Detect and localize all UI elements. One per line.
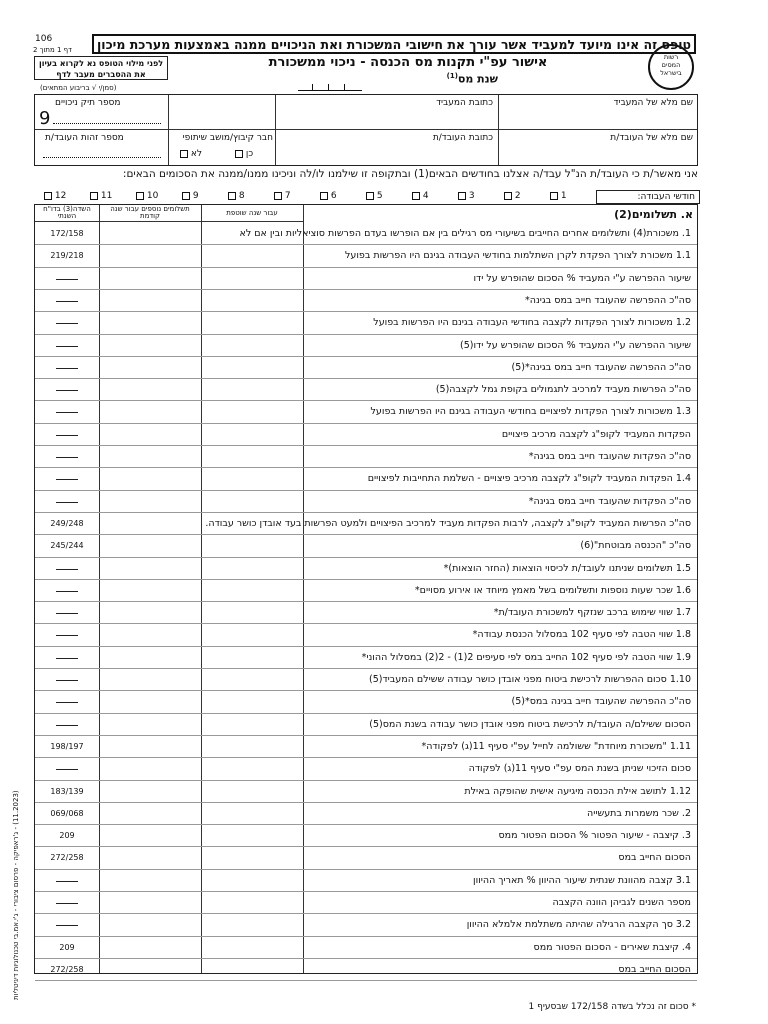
month-checkbox[interactable]	[274, 192, 282, 200]
field-code: 172/158	[50, 229, 84, 238]
table-col-3	[303, 205, 304, 973]
row-divider	[35, 623, 697, 624]
table-row-label: 1.1 משכורת לצורך הפקדת לקרן השתלמות בחודשי העבודה בגינם היו הפרשות בפועל	[344, 250, 691, 262]
row-divider	[35, 601, 697, 602]
row-divider	[35, 356, 697, 357]
employee-address-label: כתובת העובד/ת	[432, 133, 493, 143]
month-11[interactable]	[90, 191, 112, 201]
row-divider	[35, 668, 697, 669]
table-row-label: 1.12 לתושב אילת הכנסה מיגיעה אישית שהופקה באילת	[464, 785, 691, 797]
month-number: 1	[560, 191, 567, 201]
table-row-label: שיעור ההפרשה ע"י המעביד % הסכום שהופרש על ידו(5)	[460, 339, 691, 351]
field-dash	[56, 925, 78, 926]
month-checkbox[interactable]	[366, 192, 374, 200]
row-divider	[35, 334, 697, 335]
month-number: 4	[422, 191, 429, 201]
amount-current-input[interactable]	[203, 624, 301, 644]
banner: טופס זה אינו מיועד למעביד אשר עורך את חישובי המשכורת ואת הניכויים ממנה באמצעות מערכת מיכון	[92, 34, 696, 54]
table-row-label: 1.3 משכורות לצורך הפקדות לפיצויים בחודשי העבודה בגינם היו הפרשות בפועל	[370, 406, 691, 418]
field-dash	[56, 903, 78, 904]
amount-current-input[interactable]	[203, 870, 301, 890]
month-number: 5	[376, 191, 383, 201]
table-row-label: 2. שכר משמרות בתעשייה	[587, 807, 691, 819]
row-divider	[35, 846, 697, 847]
table-row-label: מספר השנים לגביהן הוונה הקצבה	[552, 897, 691, 908]
table-row-label: הסכום החייב במס	[618, 852, 691, 864]
field-dash	[56, 635, 78, 636]
amount-current-input[interactable]	[203, 691, 301, 711]
notice-box: לפני מילוי הטופס נא לקרוא בעיון את ההסברים מעבר לדף	[34, 56, 168, 80]
table-row-label: 1.4 הפקדות המעביד לקופ"ג לקצבה מרכיב פיצויים - השלמת התחייבות לפיצויים	[367, 473, 691, 485]
month-number: 12	[54, 191, 67, 201]
employee-name-label: שם מלא של העובד/ת	[610, 133, 693, 143]
table-row-label: סה"כ ההפרשה שהעובד חייב במס בגינה*(5)	[511, 361, 691, 373]
field-dash	[56, 725, 78, 726]
month-2[interactable]	[504, 191, 521, 201]
table-row-label: 1.6 שכר שעות נוספות ותשלומים בשל מאמץ מיוחד או אירוע מסויים*	[414, 584, 691, 596]
table-row-label: 1.7 שווי שימוש ברכב שנזקף למשכורת העובד/ת*	[493, 607, 691, 619]
amount-current-input[interactable]	[203, 758, 301, 778]
row-divider	[35, 423, 697, 424]
table-row-label: 1.9 שווי הטבה לפי סעיף 102 החייב במס לפי סעיפים 2(1) - 2(2) במסלול ההוני*	[361, 651, 691, 663]
field-code: 249/248	[50, 518, 84, 528]
amount-current-input[interactable]	[203, 602, 301, 622]
table-row-label: סה"כ "הכנסה מבוטחת"(6)	[580, 540, 691, 552]
table-row-label: סה"כ הפרשות המעביד לקופ"ג לקצבה, לרבות הפקדות מעביד למרכיב הפיצויים ולמעט הפרשות בעד אובדן כושר עבודה.	[205, 517, 691, 529]
table-row-label: הסכום ששילם/ה העובד/ת לרכישת ביטוח מפני אובדן כושר עבודה בשנת המס(5)	[369, 718, 691, 730]
row-divider	[35, 780, 697, 781]
row-divider	[35, 512, 697, 513]
month-5[interactable]	[366, 191, 383, 201]
month-checkbox[interactable]	[136, 192, 144, 200]
month-6[interactable]	[320, 191, 337, 201]
row-divider	[35, 579, 697, 580]
row-divider	[35, 311, 697, 312]
row-divider	[35, 980, 697, 981]
amount-current-input[interactable]	[203, 379, 301, 399]
field-dash	[56, 881, 78, 882]
field-code: 183/139	[50, 786, 84, 796]
month-3[interactable]	[458, 191, 475, 201]
table-row-label: סה"כ ההפרשה שהעובד חייב בגינה במס*(5)	[511, 696, 691, 708]
row-divider	[35, 958, 697, 959]
table-row-label: סה"כ הפקדות שהעובד חייב במס בגינה*	[528, 451, 691, 462]
tax-year-label: שנת מס	[457, 72, 498, 86]
amount-current-input[interactable]	[203, 892, 301, 912]
table-row-label: 3. קיצבה - שיעור הפטור % הסכום הפטור ממס	[498, 830, 691, 842]
section-a-title: א. תשלומים(2)	[614, 208, 693, 221]
table-row-label: 1.2 משכורות לצורך הפקדות לקצבה בחודשי העבודה בגינם היו הפרשות בפועל	[373, 317, 691, 329]
row-divider	[35, 467, 697, 468]
field-dash	[56, 346, 78, 347]
row-divider	[35, 557, 697, 558]
field-dash	[56, 323, 78, 324]
row-divider	[35, 378, 697, 379]
amount-current-input[interactable]	[203, 825, 301, 845]
details-col-1	[498, 95, 499, 165]
statement: אני מאשר/ת כי העובד/ת הנ"ל עבד/ה אצלנו בחודשים הבאים(1) ובתקופה זו שילמנו לו/לה וניכינו ממנו/ממנה את הסכומים הבאים:	[122, 168, 698, 180]
amount-current-input[interactable]	[203, 290, 301, 310]
field-dash	[56, 412, 78, 413]
logo-text: רשות המסים בישראל	[660, 53, 682, 77]
details-col-2	[275, 95, 276, 165]
month-7[interactable]	[274, 191, 291, 201]
row-divider	[35, 936, 697, 937]
amount-current-input[interactable]	[203, 424, 301, 444]
month-checkbox[interactable]	[412, 192, 420, 200]
table-row-label: 1. משכורת(4) ותשלומים אחרים החייבים בשיעורי מס רגילים בין אם הופרשו בעדם הפרשות סוציאליות ובין אם לא	[239, 228, 691, 239]
amount-current-input[interactable]	[203, 959, 301, 979]
amount-current-input[interactable]	[203, 580, 301, 600]
month-checkbox[interactable]	[90, 192, 98, 200]
field-dash	[56, 457, 78, 458]
month-1[interactable]	[550, 191, 567, 201]
amount-current-input[interactable]	[203, 781, 301, 801]
field-code: 272/258	[50, 853, 84, 863]
month-number: 11	[100, 191, 113, 201]
employer-file-field[interactable]	[53, 123, 161, 124]
row-divider	[35, 690, 697, 691]
side-text: (11.2023) - ג'ראפיקה - פרסום ציבורי - ג'י.אמ.בי טכנולוגיות דיגיטליות	[12, 790, 20, 1000]
row-divider	[35, 289, 697, 290]
logo-icon	[648, 44, 694, 90]
field-dash	[56, 279, 78, 280]
table-row-label: 1.11 "משכורת מיוחדת" ששולמה לחייל עפ"י סעיף 11(ג) לפקודה*	[421, 740, 691, 752]
month-checkbox[interactable]	[458, 192, 466, 200]
row-divider	[35, 802, 697, 803]
amount-current-input[interactable]	[203, 335, 301, 355]
month-number: 8	[238, 191, 245, 201]
details-divider	[35, 129, 697, 130]
row-divider	[35, 534, 697, 535]
amount-current-input[interactable]	[203, 245, 301, 265]
month-checkbox[interactable]	[182, 192, 190, 200]
field-code: 245/244	[50, 541, 84, 551]
month-12[interactable]	[44, 191, 66, 201]
row-divider	[35, 713, 697, 714]
table-row-label: סה"כ הפרשות מעביד למרכיב לתגמולים בקופת גמל לקצבה(5)	[435, 384, 691, 396]
employer-file-label: מספר תיק ניכויים	[55, 98, 121, 108]
table-col-1	[99, 205, 100, 973]
kibbutz-no-checkbox[interactable]	[180, 150, 188, 158]
amount-current-input[interactable]	[203, 937, 301, 957]
month-number: 10	[146, 191, 159, 201]
tax-year-note: (1)	[446, 72, 458, 80]
amount-current-input[interactable]	[203, 312, 301, 332]
table-row-label: 1.8 שווי הטבה לפי סעיף 102 במסלול הכנסת עבודה*	[472, 629, 691, 641]
table-row-label: שיעור ההפרשה ע"י המעביד % הסכום שהופרש על ידו	[473, 272, 691, 284]
row-divider	[35, 869, 697, 870]
months-row	[40, 190, 700, 204]
field-dash	[56, 502, 78, 503]
amount-current-input[interactable]	[203, 223, 301, 243]
amount-current-input[interactable]	[203, 847, 301, 867]
table-row-label: 1.10 סכום ההפרשות לרכישת ביטוח מפני אובדן כושר עבודה ששילם המעביד(5)	[369, 674, 691, 685]
col-additional-header: תשלומים נוספים עבור שנה קודמת	[110, 205, 190, 220]
month-checkbox[interactable]	[228, 192, 236, 200]
table-header-line	[35, 221, 303, 222]
month-checkbox[interactable]	[320, 192, 328, 200]
field-code: 198/197	[50, 741, 84, 751]
field-dash	[56, 390, 78, 391]
amount-current-input[interactable]	[203, 468, 301, 488]
table-col-2	[201, 205, 202, 973]
tax-year-tick-1	[312, 84, 313, 90]
kibbutz-yes-checkbox[interactable]	[235, 150, 243, 158]
field-dash	[56, 301, 78, 302]
month-number: 6	[330, 191, 337, 201]
tax-year-tick-3	[344, 84, 345, 90]
form-number: 106	[35, 34, 53, 44]
field-code: 209	[59, 942, 75, 952]
footnote: * סכום זה נכלל בשדה 172/158 שבסעיף 1	[528, 1002, 696, 1012]
field-code: 272/258	[50, 964, 84, 974]
month-4[interactable]	[412, 191, 429, 201]
field-dash	[56, 569, 78, 570]
table-row-label: 3.1 קצבה מהוונת שנתית שיעור ההיוון % תאריך ההיוון	[473, 874, 691, 886]
field-dash	[56, 591, 78, 592]
payments-table	[34, 204, 698, 974]
row-divider	[35, 891, 697, 892]
tax-year-tick-2	[328, 84, 329, 90]
row-divider	[35, 490, 697, 491]
field-dash	[56, 769, 78, 770]
details-block	[34, 94, 698, 166]
table-row-label: 3.2 סך הקצבה הרגילה שהיתה משתלמת אלמלא ההיוון	[466, 919, 691, 931]
table-row-label: סה"כ ההפרשה שהעובד חייב במס בגינה*	[524, 294, 691, 306]
amount-current-input[interactable]	[203, 446, 301, 466]
employee-id-label: מספר זהות העובד/ת	[45, 133, 124, 143]
month-number: 9	[192, 191, 199, 201]
table-row-label: הסכום החייב במס	[618, 963, 691, 975]
field-dash	[56, 702, 78, 703]
employee-id-field[interactable]	[43, 157, 161, 158]
month-checkbox[interactable]	[550, 192, 558, 200]
month-number: 3	[468, 191, 475, 201]
row-divider	[35, 244, 697, 245]
amount-current-input[interactable]	[203, 714, 301, 734]
field-code: 209	[59, 831, 75, 841]
row-divider	[35, 445, 697, 446]
col-field-header: השדה(3) בדו"ח השנתי	[43, 205, 91, 220]
row-divider	[35, 735, 697, 736]
amount-current-input[interactable]	[203, 357, 301, 377]
months-label: חודשי העבודה:	[596, 190, 700, 204]
month-checkbox[interactable]	[504, 192, 512, 200]
amount-current-input[interactable]	[203, 647, 301, 667]
details-col-3	[168, 95, 169, 165]
row-divider	[35, 824, 697, 825]
table-row-label: 4. קיצבת שאירים - הסכום הפטור ממס	[533, 941, 691, 953]
row-divider	[35, 646, 697, 647]
month-10[interactable]	[136, 191, 158, 201]
field-dash	[56, 368, 78, 369]
table-row-label: 1.5 תשלומים שניתנו לעובד/ת לכיסוי הוצאות (החזר הוצאות)*	[443, 562, 691, 574]
kibbutz-no[interactable]	[180, 149, 202, 159]
month-9[interactable]	[182, 191, 199, 201]
month-number: 2	[514, 191, 521, 201]
employer-address-label: כתובת המעביד	[436, 98, 493, 108]
kibbutz-label: חבר קיבוץ/מושב שיתופי	[182, 133, 273, 143]
employer-file-prefix: 9	[39, 108, 51, 129]
month-number: 7	[284, 191, 291, 201]
field-dash	[56, 435, 78, 436]
page-title: אישור עפ"י תקנות מס הכנסה - ניכוי ממשכורת	[268, 55, 548, 70]
amount-current-input[interactable]	[203, 558, 301, 578]
field-dash	[56, 479, 78, 480]
kibbutz-no-label: לא	[190, 149, 203, 159]
kibbutz-yes[interactable]	[235, 149, 253, 159]
amount-current-input[interactable]	[203, 268, 301, 288]
table-row-label: סה"כ הפקדות שהעובד חייב במס בגינה*	[528, 495, 691, 507]
row-divider	[35, 400, 697, 401]
row-divider	[35, 913, 697, 914]
month-checkbox[interactable]	[44, 192, 52, 200]
amount-current-input[interactable]	[203, 803, 301, 823]
field-dash	[56, 680, 78, 681]
field-code: 219/218	[50, 251, 84, 261]
amount-current-input[interactable]	[203, 401, 301, 421]
amount-current-input[interactable]	[203, 914, 301, 934]
field-dash	[56, 658, 78, 659]
field-dash	[56, 613, 78, 614]
table-row-label: סכום הזיכוי שניתן בשנת המס עפ"י סעיף 11(ג) לפקודה	[468, 763, 691, 775]
col-current-header: עבור שנה שוטפת	[226, 209, 278, 217]
amount-current-input[interactable]	[203, 513, 301, 533]
kibbutz-yes-label: כן	[245, 149, 254, 159]
table-row-label: הפקדות המעביד לקופ"ג לקצבה מרכיב פיצויים	[501, 428, 691, 440]
row-divider	[35, 757, 697, 758]
page-info: דף 1 מתוך 2	[33, 46, 72, 54]
amount-current-input[interactable]	[203, 669, 301, 689]
amount-current-input[interactable]	[203, 736, 301, 756]
amount-current-input[interactable]	[203, 491, 301, 511]
tax-year-field[interactable]	[298, 78, 362, 91]
field-code: 069/068	[50, 808, 84, 818]
employer-name-label: שם מלא של המעביד	[613, 98, 693, 108]
month-8[interactable]	[228, 191, 245, 201]
amount-current-input[interactable]	[203, 535, 301, 555]
row-divider	[35, 267, 697, 268]
mark-hint: (סמן/י √ בריבוע המתאים)	[40, 84, 117, 92]
